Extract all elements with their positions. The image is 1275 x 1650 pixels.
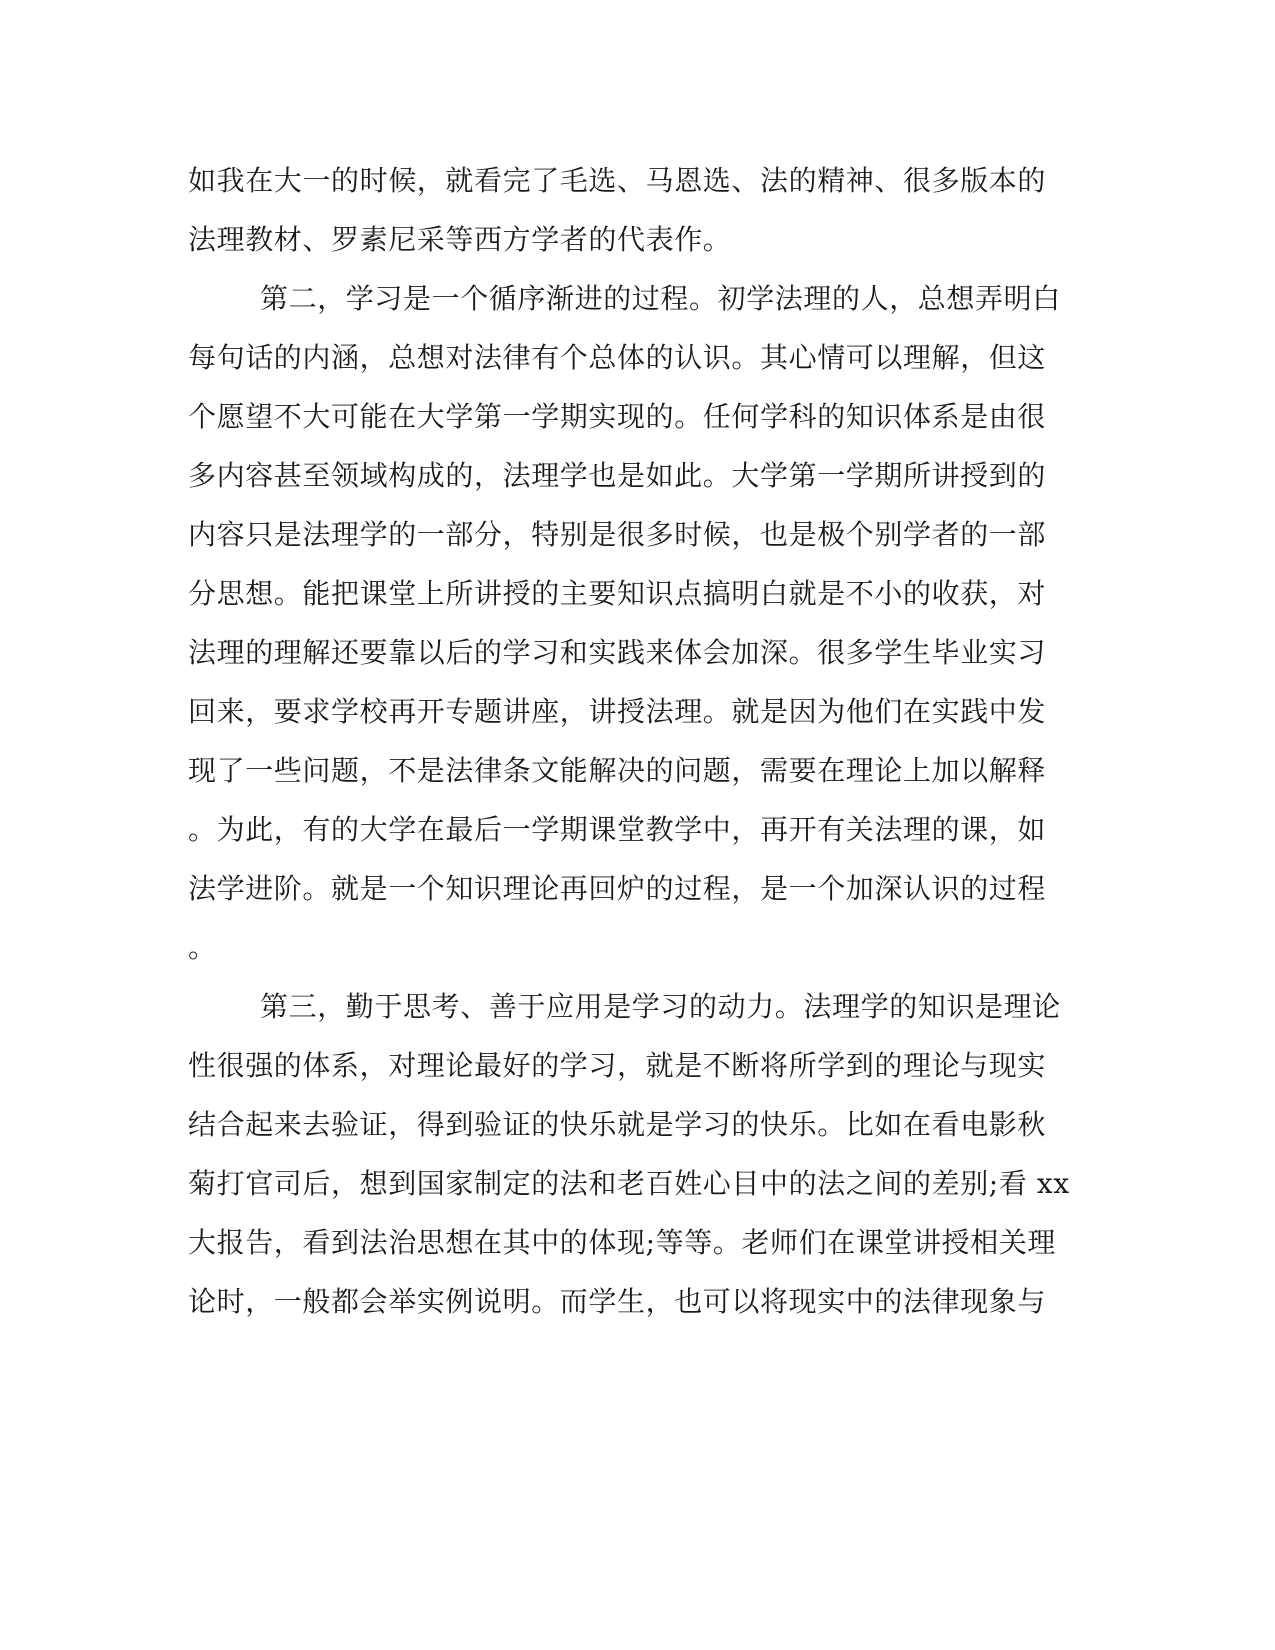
text-line: 每句话的内涵，总想对法律有个总体的认识。其心情可以理解，但这 [188, 341, 1047, 374]
paragraph-start-line: 第二，学习是一个循序渐进的过程。初学法理的人，总想弄明白 [260, 282, 1061, 315]
text-line: 法学进阶。就是一个知识理论再回炉的过程，是一个加深认识的过程 [188, 872, 1047, 905]
text-line: 法理教材、罗素尼采等西方学者的代表作。 [188, 223, 732, 256]
text-line: 菊打官司后，想到国家制定的法和老百姓心目中的法之间的差别;看 xx [188, 1167, 1070, 1200]
text-line: 多内容甚至领域构成的，法理学也是如此。大学第一学期所讲授到的 [188, 459, 1047, 492]
text-line: 法理的理解还要靠以后的学习和实践来体会加深。很多学生毕业实习 [188, 636, 1047, 669]
text-line: 。为此，有的大学在最后一学期课堂教学中，再开有关法理的课，如 [188, 813, 1047, 846]
text-line: 分思想。能把课堂上所讲授的主要知识点搞明白就是不小的收获，对 [188, 577, 1047, 610]
text-line: 回来，要求学校再开专题讲座，讲授法理。就是因为他们在实践中发 [188, 695, 1047, 728]
text-line: 性很强的体系，对理论最好的学习，就是不断将所学到的理论与现实 [188, 1049, 1047, 1082]
text-line: 结合起来去验证，得到验证的快乐就是学习的快乐。比如在看电影秋 [188, 1108, 1047, 1141]
text-line: 现了一些问题，不是法律条文能解决的问题，需要在理论上加以解释 [188, 754, 1047, 787]
text-line: 如我在大一的时候，就看完了毛选、马恩选、法的精神、很多版本的 [188, 164, 1047, 197]
text-line: 论时，一般都会举实例说明。而学生，也可以将现实中的法律现象与 [188, 1285, 1047, 1318]
text-line: 内容只是法理学的一部分，特别是很多时候，也是极个别学者的一部 [188, 518, 1047, 551]
text-line: 大报告，看到法治思想在其中的体现;等等。老师们在课堂讲授相关理 [188, 1226, 1057, 1259]
text-line: 。 [188, 931, 217, 964]
text-line: 个愿望不大可能在大学第一学期实现的。任何学科的知识体系是由很 [188, 400, 1047, 433]
paragraph-start-line: 第三，勤于思考、善于应用是学习的动力。法理学的知识是理论 [260, 990, 1061, 1023]
